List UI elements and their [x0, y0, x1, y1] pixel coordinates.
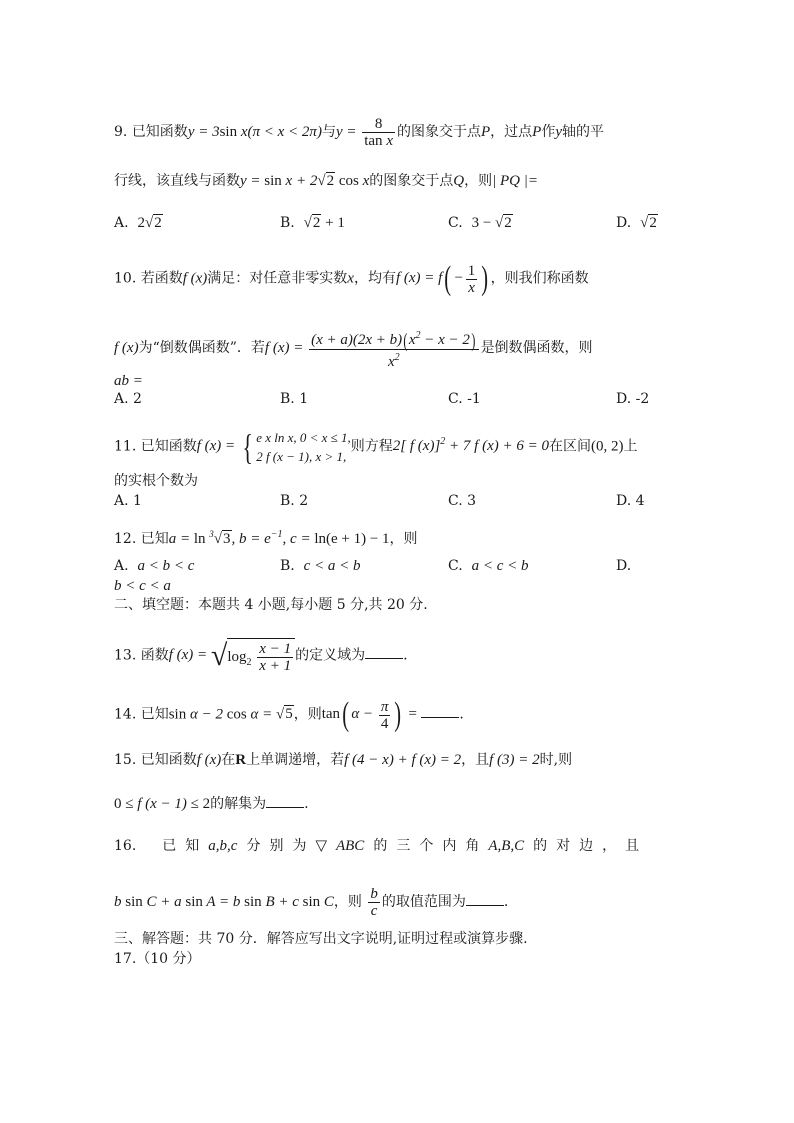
text: 个: [419, 838, 434, 854]
q17-heading: 17.（10 分）: [114, 951, 201, 967]
q12-option-a: A. a < b < c: [114, 558, 195, 574]
question-number: 16.: [114, 838, 137, 854]
q11-option-c: C. 3: [448, 493, 477, 509]
q11-option-a: A. 1: [114, 493, 142, 509]
interval-0-2: (0, 2): [590, 438, 624, 455]
text: 轴的平: [562, 123, 604, 140]
formula-tan: tan( α − $\frac{\pi}{4}$ ) =: [321, 696, 422, 733]
text: 是倒数偶函数，则: [480, 340, 593, 357]
section-solution: 三、解答题：共 70 分．解答应写出文字说明,证明过程或演算步骤.: [114, 931, 528, 947]
q15-line2: [114, 795, 309, 813]
formula-8-over-tanx: y = $\frac{8}{\text{tan x}}$: [335, 116, 393, 149]
question-number: 15.: [114, 752, 137, 768]
equation-2f2: 2[ f (x)]$^2$ + 7 f (x) + 6 = 0: [392, 436, 549, 455]
q9-line1: [114, 116, 604, 149]
question-number: 13.: [114, 647, 137, 664]
text: 上单调递增，若: [246, 752, 345, 768]
text: 别: [269, 838, 284, 854]
text: 分: [246, 838, 261, 854]
text: 函数: [140, 647, 169, 664]
q10-line2: [114, 328, 593, 370]
text: ，则: [333, 893, 362, 910]
text: ，则: [293, 706, 322, 723]
question-number: 11.: [114, 438, 137, 455]
text: 在: [221, 752, 236, 768]
text: ，过点: [490, 123, 533, 140]
q10-line1: [114, 262, 589, 296]
formula-y-3sinx: y = 3sin x(π < x < 2π): [187, 123, 322, 140]
point-p: P: [480, 123, 491, 140]
formula-fx-f-neg-inv: f (x) = f( − $\frac{1}{x}$ ): [395, 260, 489, 297]
text: 内: [442, 838, 457, 854]
q11-line2: 的实根个数为: [114, 473, 198, 489]
formula-fx-fraction: f (x) = $\frac{(x + a)(2x + b)(x^2 - x - 2)}{x^2}$: [265, 340, 481, 356]
text: 时,则: [539, 752, 573, 768]
text: 且: [625, 838, 640, 854]
text: 已知函数: [131, 123, 188, 140]
text: 行线，该直线与函数: [114, 173, 240, 189]
text: 的解集为: [210, 796, 267, 812]
text: 知: [185, 838, 200, 854]
text: ，: [602, 838, 617, 854]
text: 已知: [140, 706, 169, 723]
formula-abc: a = ln $^3$√3, $b = e^{-1}$, c = ln(e + 1) − 1: [168, 529, 390, 547]
q9-line2: [114, 172, 538, 190]
text: 在区间: [548, 438, 591, 455]
text: .: [459, 706, 464, 723]
q9-option-a: A. 2√2: [114, 215, 162, 231]
text: 若函数: [140, 270, 183, 287]
text: 的定义域为: [295, 647, 366, 664]
text: 边: [579, 838, 594, 854]
text: 与: [321, 123, 336, 140]
formula-sin-cos: sin α − 2 cos α = √5: [168, 706, 293, 723]
section-fill-in-blank: 二、填空题：本题共 4 小题,每小题 5 分,共 20 分.: [114, 597, 428, 613]
q9-option-c: C. 3 − √2: [448, 215, 512, 231]
text: ，则我们称函数: [490, 270, 589, 287]
text: 角: [465, 838, 480, 854]
fx: f (x): [114, 340, 139, 357]
fx: f (x): [182, 270, 208, 287]
formula-f3: f (3) = 2: [489, 752, 540, 768]
text: 已知函数: [140, 438, 197, 455]
text: 的: [533, 838, 548, 854]
point-q: Q: [453, 173, 465, 189]
fraction-b-over-c: $\frac{b}{c}$: [370, 886, 378, 919]
text: ，则: [389, 531, 418, 547]
text: 作: [541, 123, 556, 140]
q13-line: [114, 638, 408, 674]
question-number: 14.: [114, 706, 137, 723]
text: 的: [373, 838, 388, 854]
point-p2: P: [532, 123, 542, 140]
q10-option-d: D. -2: [616, 391, 650, 407]
formula-f4x: f (4 − x) + f (x) = 2: [344, 752, 462, 768]
var-x: x: [347, 270, 354, 287]
q14-line: [114, 698, 464, 732]
text: 为: [292, 838, 307, 854]
piecewise-fx: f (x) = { e x ln x, 0 < x ≤ 1, 2 f (x − 1), x > 1,: [196, 427, 351, 467]
text: 的取值范围为: [381, 893, 466, 910]
text: 已: [162, 838, 177, 854]
q12-option-c: C. a < c < b: [448, 558, 529, 574]
text: 对: [556, 838, 571, 854]
text: ，且: [461, 752, 490, 768]
set-r: R: [235, 752, 247, 768]
q16-line2: [114, 886, 508, 919]
inequality: 0 ≤ f (x − 1) ≤ 2: [114, 796, 211, 812]
q9-option-b: B. √2 + 1: [280, 215, 345, 231]
answer-blank: [466, 895, 504, 906]
text: 则方程: [350, 438, 393, 455]
text: ，均有: [353, 270, 396, 287]
formula-sinx-cosx: y = sin x + 2√2 cos x: [240, 173, 370, 189]
text: 已知: [140, 531, 169, 547]
triangle-abc: ▽ ABC: [315, 838, 365, 854]
q9-option-d: D. √2: [616, 215, 657, 231]
text: 已知函数: [140, 752, 197, 768]
q15-line1: [114, 751, 572, 769]
q10-option-a: A. 2: [114, 391, 142, 407]
text: .: [403, 647, 408, 664]
text: 上: [623, 438, 638, 455]
q11-option-b: B. 2: [280, 493, 309, 509]
q16-line1: [114, 837, 648, 855]
abs-pq: | PQ |=: [492, 173, 538, 189]
q12-option-d-value: b < c < a: [114, 578, 171, 594]
formula-sqrt-log: f $(x) = √\log_2$ $\frac{x - 1}{x + 1}$: [169, 647, 295, 663]
answer-blank: [266, 797, 304, 808]
var-y: y: [555, 123, 562, 140]
q12-option-b: B. c < a < b: [280, 558, 361, 574]
text: .: [304, 796, 309, 812]
question-number: 10.: [114, 270, 137, 287]
q11-option-d: D. 4: [616, 493, 645, 509]
q10-option-b: B. 1: [280, 391, 309, 407]
text: ，则: [464, 173, 493, 189]
q11-line1: [114, 428, 637, 466]
q10-line3: [114, 372, 143, 390]
text: 为“倒数偶函数”．若: [138, 340, 265, 357]
q10-option-c: C. -1: [448, 391, 481, 407]
answer-blank: [421, 707, 459, 718]
angles-abc: A,B,C: [488, 838, 525, 854]
question-number: 12.: [114, 531, 137, 547]
q12-option-d: D.: [616, 558, 632, 574]
formula-bsinc: b sin C + a sin A = b sin B + c sin C: [114, 893, 334, 910]
ab-equals: ab =: [114, 373, 143, 389]
q12-line1: [114, 525, 418, 548]
text: 的图象交于点: [396, 123, 481, 140]
text: 三: [396, 838, 411, 854]
vars-abc: a,b,c: [208, 838, 238, 854]
fx: f (x): [196, 752, 222, 768]
text: 的图象交于点: [369, 173, 454, 189]
text: .: [503, 893, 509, 910]
question-number: 9.: [114, 123, 128, 140]
text: 满足：对任意非零实数: [207, 270, 348, 287]
answer-blank: [365, 648, 403, 659]
